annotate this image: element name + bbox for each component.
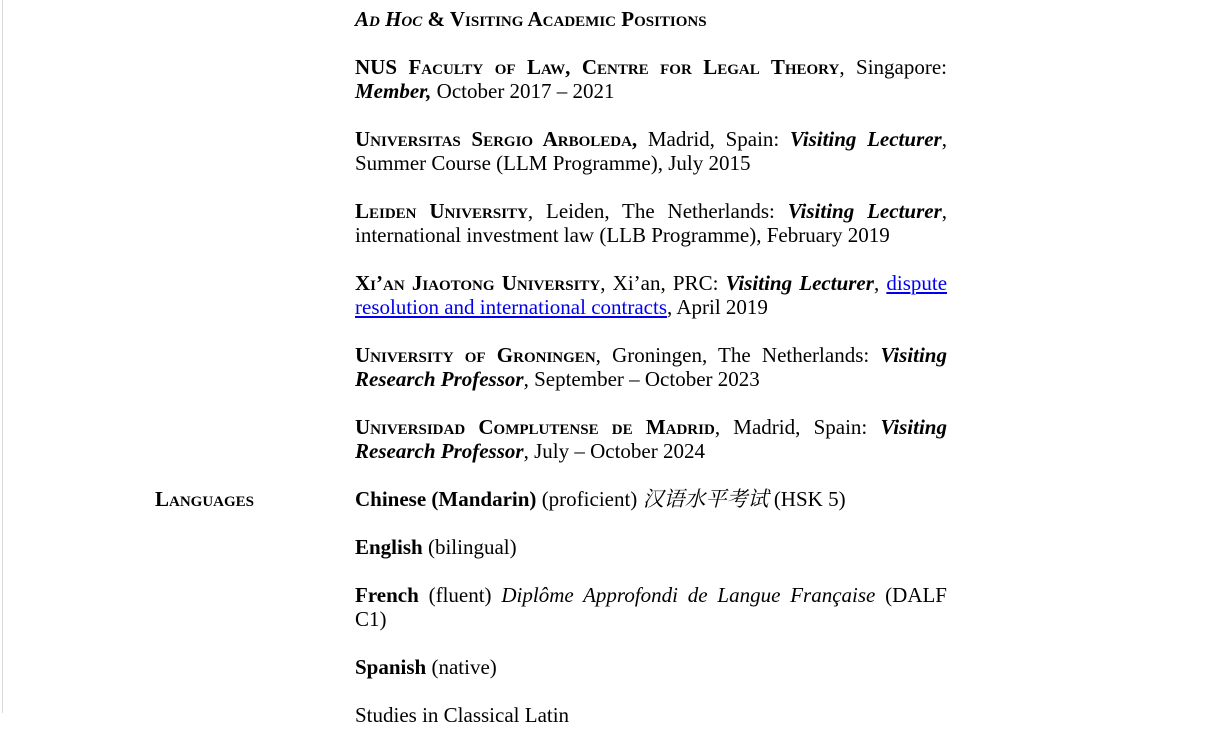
text-segment: Chinese (Mandarin) [355,487,537,511]
positions-list [355,55,947,463]
text-segment: , Madrid, Spain: [714,415,881,439]
page-left-edge-line [2,0,3,713]
position-entry [355,199,947,247]
text-segment: , Summer Course (LLM Programme), July 2015 [355,127,947,175]
position-entry [355,127,947,175]
text-segment: (HSK 5) [768,487,846,511]
language-entry [355,655,947,679]
text-segment: Visiting Research Professor [355,343,947,391]
text-segment: , Singapore: [839,55,948,79]
position-entry [355,55,947,103]
text-segment: Visiting Lecturer [725,271,874,295]
text-segment: Ad Hoc [355,7,423,31]
text-segment: 汉语水平考试 [642,487,769,511]
cv-content-column [155,7,948,751]
text-segment: Spanish [355,655,427,679]
text-segment: Leiden University [355,199,528,223]
text-segment: Xi’an Jiaotong University [355,271,601,295]
text-segment: , [873,271,887,295]
language-entry [355,583,947,631]
position-entry [355,343,947,391]
text-segment: French [355,583,419,607]
languages-section [155,487,947,727]
text-segment: (DALF C1) [355,583,947,631]
text-segment: October 2017 – 2021 [431,79,615,103]
text-segment: & Visiting Academic Positions [422,7,707,31]
text-segment: , international investment law (LLB Programme), February 2019 [355,199,947,247]
text-segment: , July – October 2024 [523,439,705,463]
position-entry [355,415,947,463]
text-segment: (bilingual) [422,535,517,559]
hyperlink-dispute-resolution[interactable]: dispute resolution and international contracts [355,271,948,319]
section-heading-adhoc-visiting-positions [355,7,947,31]
text-segment: Visiting Research Professor [355,415,947,463]
text-segment: Universitas Sergio Arboleda, [355,127,638,151]
position-entry [355,271,947,319]
language-entry [355,535,947,559]
text-segment: (native) [426,655,497,679]
languages-section-label: Languages [155,487,255,511]
text-segment: , September – October 2023 [523,367,760,391]
text-segment: , April 2019 [667,295,768,319]
text-segment: (fluent) [418,583,502,607]
text-segment: , Xi’an, PRC: [600,271,726,295]
language-entry [355,703,947,727]
languages-list [355,487,947,727]
text-segment: University of Groningen [355,343,596,367]
text-segment: , Leiden, The Netherlands: [527,199,788,223]
text-segment: Studies in Classical Latin [355,703,570,727]
text-segment: (proficient) [536,487,643,511]
text-segment: Member, [355,79,432,103]
text-segment: Visiting Lecturer [787,199,942,223]
text-segment: , Groningen, The Netherlands: [595,343,881,367]
text-segment: NUS Faculty of Law, Centre for Legal Theory [355,55,840,79]
text-segment: English [355,535,423,559]
language-entry [355,487,947,511]
text-segment: Visiting Lecturer [789,127,942,151]
text-segment: Diplôme Approfondi de Langue Française [501,583,876,607]
text-segment: Universidad Complutense de Madrid [355,415,715,439]
text-segment: Madrid, Spain: [637,127,790,151]
